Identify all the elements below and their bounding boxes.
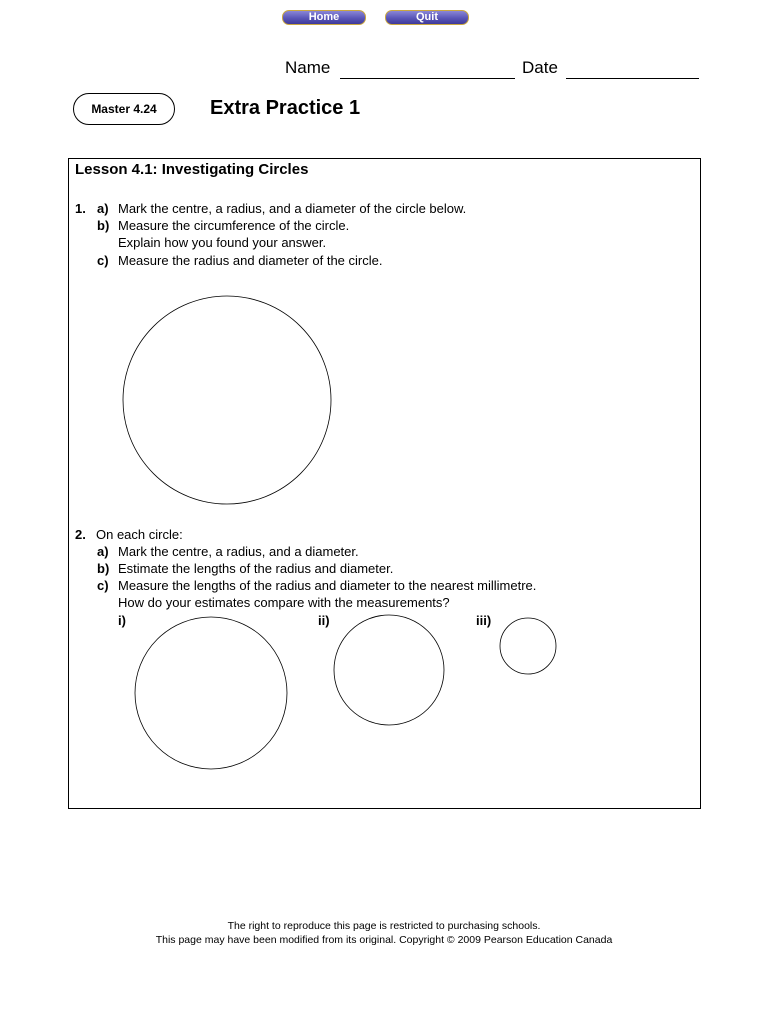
q2-number: 2. (75, 527, 86, 542)
footer-rights: The right to reproduce this page is restricted to purchasing schools. (227, 920, 541, 932)
q1b-text-2: Explain how you found your answer. (118, 235, 327, 250)
q1b-text: Measure the circumference of the circle. (118, 218, 350, 233)
circle-label-ii: ii) (318, 613, 330, 628)
q2c-text-2: How do your estimates compare with the measurements? (118, 595, 450, 610)
q2a-text: Mark the centre, a radius, and a diameter. (118, 544, 359, 559)
master-badge: Master 4.24 (73, 93, 175, 125)
q1b-letter: b) (97, 218, 110, 233)
lesson-title: Lesson 4.1: Investigating Circles (75, 161, 309, 178)
q1a-letter: a) (97, 201, 109, 216)
q2a-letter: a) (97, 544, 109, 559)
q1-number: 1. (75, 201, 86, 216)
q1c-letter: c) (97, 253, 109, 268)
q2b-letter: b) (97, 561, 110, 576)
date-label: Date (522, 58, 558, 77)
home-button[interactable]: Home (282, 10, 366, 25)
quit-button[interactable]: Quit (385, 10, 469, 25)
name-label: Name (285, 58, 331, 77)
circle-label-i: i) (118, 613, 126, 628)
page-title: Extra Practice 1 (210, 97, 361, 119)
q2c-text: Measure the lengths of the radius and diameter to the nearest millimetre. (118, 578, 537, 593)
circle-q2-i (135, 617, 287, 769)
q1a-text: Mark the centre, a radius, and a diameter of the circle below. (118, 201, 467, 216)
footer-copyright: This page may have been modified from its original. Copyright © 2009 Pearson Education Canada (155, 934, 613, 946)
q2-intro: On each circle: (96, 527, 183, 542)
q1c-text: Measure the radius and diameter of the circle. (118, 253, 383, 268)
circle-label-iii: iii) (476, 613, 492, 628)
q2b-text: Estimate the lengths of the radius and diameter. (118, 561, 394, 576)
circle-q1 (123, 296, 331, 504)
circle-q2-iii (500, 618, 556, 674)
circle-q2-ii (334, 615, 444, 725)
q2c-letter: c) (97, 578, 109, 593)
